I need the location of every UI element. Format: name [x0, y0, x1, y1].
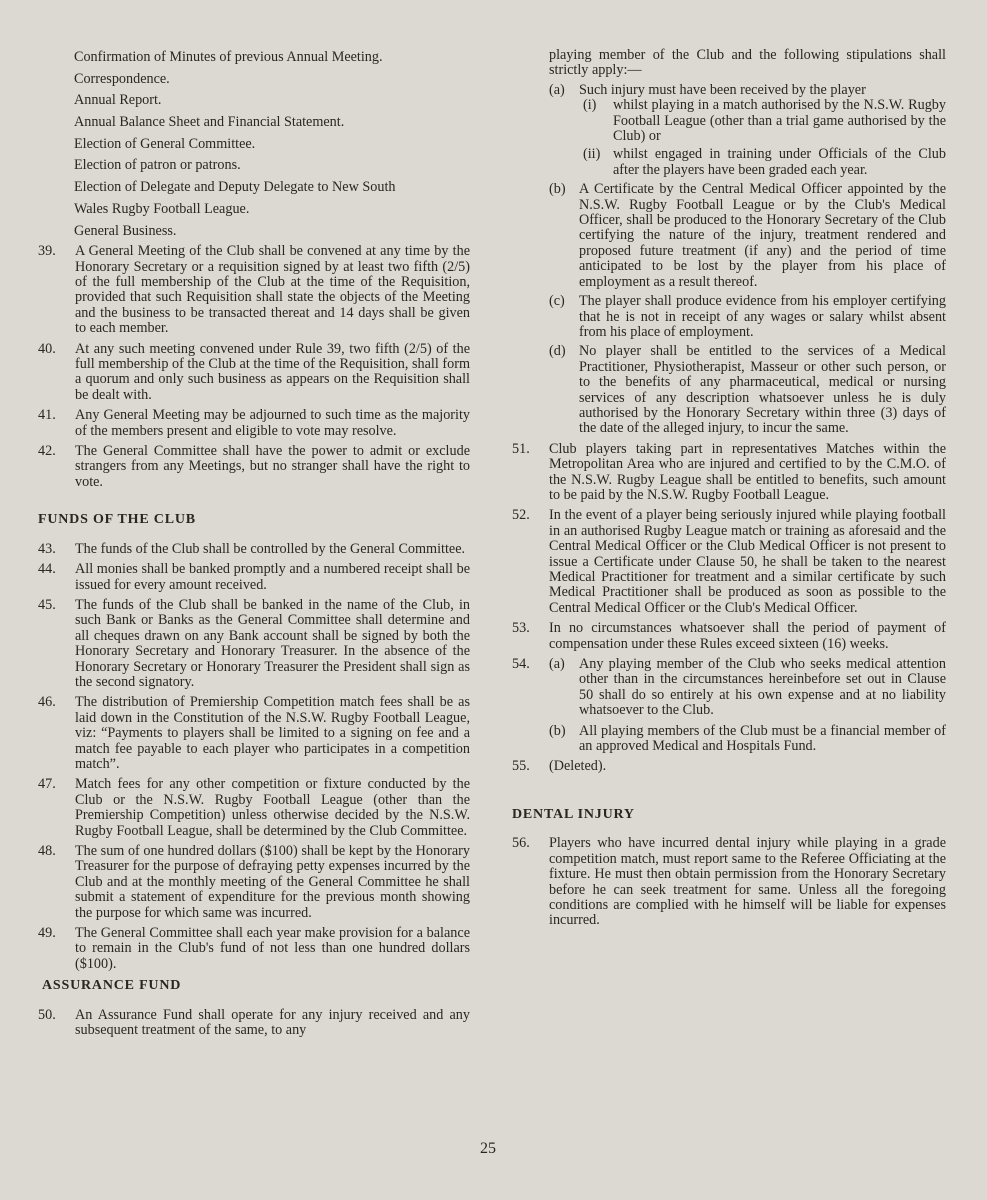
clause-text: Any playing member of the Club who seeks medical attention other than in the circumstances hereinbefore set out in Clause 50 shall do so entirely at his own expense and at no liability whatsoever to the Club. — [579, 656, 946, 719]
rules-51-53 — [512, 442, 946, 652]
clause-50a-i — [583, 98, 946, 144]
heading-dental: DENTAL INJURY — [512, 806, 635, 822]
clause-54a — [549, 657, 946, 719]
rule-item — [512, 442, 946, 504]
rule-number: 52. — [512, 507, 530, 524]
clause-label: (ii) — [583, 146, 601, 163]
clause-text: The player shall produce evidence from his employer certifying that he is not in receipt of any wages or salary whilst absent from his place of employment. — [579, 293, 946, 340]
rule-number: 55. — [512, 758, 530, 775]
rule-item — [38, 598, 470, 690]
clause-text: whilst playing in a match authorised by the N.S.W. Rugby Football League (other than a trial game authorised by the Club) or — [613, 97, 946, 145]
rule-item — [38, 444, 470, 490]
agenda-item: Election of patron or patrons. — [74, 157, 241, 174]
rule-text: At any such meeting convened under Rule 39, two fifth (2/5) of the full membership of the Club at the time of the Requisition, shall form a quorum and only such business as appears on the Requisition shall be dealt with. — [75, 340, 470, 403]
rule-56 — [512, 836, 946, 928]
rule-50 — [38, 1008, 470, 1039]
clause-text: Such injury must have been received by the player — [579, 81, 866, 98]
clause-label: (b) — [549, 181, 566, 198]
agenda-item: Annual Report. — [74, 92, 162, 109]
rule-text: A General Meeting of the Club shall be convened at any time by the Honorary Secretary or a requisition signed by at least two fifth (2/5) of the full membership of the Club at the time of the Requisition, provided that such Requisition shall state the objects of the Meeting and the business to be transacted thereat and 14 days shall be given to each member. — [75, 243, 470, 337]
rule-item — [38, 342, 470, 404]
rule-number: 42. — [38, 443, 56, 460]
clause-50a — [549, 83, 946, 98]
agenda-item: Correspondence. — [74, 70, 170, 87]
rule-number: 53. — [512, 620, 530, 637]
rule-item — [38, 926, 470, 972]
rule-number: 48. — [38, 843, 56, 859]
left-column — [38, 40, 470, 1043]
rule-item — [38, 244, 470, 336]
agenda-item: General Business. — [74, 222, 177, 239]
rule-text: The General Committee shall have the power to admit or exclude strangers from any Meetings, but no stranger shall have the right to vote. — [75, 443, 470, 490]
clause-text: All playing members of the Club must be a financial member of an approved Medical and Hospitals Fund. — [579, 722, 946, 755]
rule-50-continuation: playing member of the Club and the following stipulations shall strictly apply:— — [549, 47, 946, 79]
rule-number: 49. — [38, 925, 56, 942]
rule-number: 50. — [38, 1006, 56, 1023]
clause-text: No player shall be entitled to the services of a Medical Practitioner, Physiotherapist, Masseur or other such person, or to the benefits of any pharmaceutical, medical or nursing services of any description whatsoever unless he is duly authorised by the Honorary Secretary within three (3) days of the date of the alleged injury, to incur the same. — [579, 343, 946, 437]
clause-label: (d) — [549, 343, 566, 360]
rule-text: (Deleted). — [549, 758, 607, 775]
heading-funds: FUNDS OF THE CLUB — [38, 512, 196, 528]
rule-number: 44. — [38, 561, 56, 578]
rule-text: The sum of one hundred dollars ($100) shall be kept by the Honorary Treasurer for the purpose of defraying petty expenses incurred by the Club and at the monthly meeting of the General Committee he shall submit a statement of expenditure for the previous month showing the purpose for which same was incurred. — [75, 843, 470, 921]
clause-text: A Certificate by the Central Medical Officer appointed by the N.S.W. Rugby Football League or by the Club's Medical Officer, shall be produced to the Honorary Secretary of the Club certifying the nature of the injury, treatment rendered and proposed future treatment (if any) and the period of time anticipated to be lost by the player from his place of employment as a result thereof. — [579, 181, 946, 290]
rule-item — [38, 844, 470, 921]
rule-number: 43. — [38, 540, 56, 557]
clause-50c — [549, 294, 946, 340]
rule-55 — [512, 759, 946, 774]
rule-text: In no circumstances whatsoever shall the period of payment of compensation under these Rules exceed sixteen (16) weeks. — [549, 620, 946, 652]
agenda-list — [38, 49, 470, 239]
clause-50d — [549, 344, 946, 436]
clause-label: (b) — [549, 722, 566, 739]
agenda-item: Election of Delegate and Deputy Delegate to New South — [74, 179, 396, 196]
clause-50a-ii — [583, 147, 946, 178]
agenda-item: Annual Balance Sheet and Financial Statement. — [74, 114, 345, 131]
rule-text: Any General Meeting may be adjourned to such time as the majority of the members present and eligible to vote may resolve. — [75, 407, 470, 439]
rules-39-42 — [38, 244, 470, 490]
rule-text: An Assurance Fund shall operate for any injury received and any subsequent treatment of the same, to any — [75, 1006, 470, 1039]
rule-number: 40. — [38, 340, 56, 357]
rule-item — [38, 408, 470, 439]
rule-item — [38, 695, 470, 772]
clause-label: (a) — [549, 81, 565, 98]
clause-label: (i) — [583, 97, 597, 114]
clause-text: whilst engaged in training under Officials of the Club after the players have been graded each year. — [613, 146, 946, 178]
clause-label: (a) — [549, 656, 565, 673]
rule-text: All monies shall be banked promptly and a numbered receipt shall be issued for every amount received. — [75, 561, 470, 593]
agenda-item: Election of General Committee. — [74, 135, 256, 152]
rule-text: Players who have incurred dental injury while playing in a grade competition match, must report same to the Referee Officiating at the fixture. He must then obtain permission from the Honorary Secretary before he can seek treatment for same. Unless all the foregoing conditions are complied with he himself will be liable for expenses incurred. — [549, 835, 946, 929]
rule-number: 45. — [38, 596, 56, 613]
right-column — [512, 40, 946, 934]
clause-54b — [549, 724, 946, 755]
rule-item — [38, 777, 470, 839]
heading-assurance: ASSURANCE FUND — [42, 978, 182, 994]
agenda-item: Wales Rugby Football League. — [74, 200, 250, 217]
rule-number: 47. — [38, 776, 56, 793]
rule-number: 54. — [512, 656, 530, 673]
agenda-item: Confirmation of Minutes of previous Annual Meeting. — [74, 49, 383, 65]
rule-number: 46. — [38, 694, 56, 711]
rule-number: 41. — [38, 407, 56, 424]
rule-text: In the event of a player being seriously injured while playing football in an authorised Rugby League match or training as aforesaid and the Central Medical Officer or the Club Medical Officer is not present to issue a Certificate under Clause 50, he shall be taken to the nearest Medical Practitioner for treatment and a similar certificate by such Medical Practitioner shall be produced as soon as possible to the Central Medical Officer or the Club's Medical Officer. — [549, 507, 946, 616]
rule-number: 51. — [512, 440, 530, 457]
rule-text: The General Committee shall each year make provision for a balance to remain in the Club's fund of not less than one hundred dollars ($100). — [75, 925, 470, 972]
rule-item — [38, 562, 470, 593]
rule-item — [38, 542, 470, 557]
rules-43-49 — [38, 542, 470, 973]
rule-text: The funds of the Club shall be banked in the name of the Club, in such Bank or Banks as the General Committee shall determine and all cheques drawn on any Bank account shall be signed by both the Honorary Secretary and Honorary Treasurer. In the absence of the Honorary Secretary or Honorary Treasurer the President shall sign as the second signatory. — [75, 596, 470, 690]
rule-number: 56. — [512, 835, 530, 852]
rule-text: Club players taking part in representatives Matches within the Metropolitan Area who are injured and certified to by the C.M.O. of the N.S.W. Rugby League shall be entitled to benefits, such amount to be paid by the N.S.W. Rugby Football League. — [549, 440, 946, 503]
rule-text: Match fees for any other competition or fixture conducted by the Club or the N.S.W. Rugby Football League (other than the Premiership Competition) unless otherwise decided by the N.S.W. Rugby Football League, shall be determined by the Club Committee. — [75, 776, 470, 839]
rule-54-body — [549, 657, 946, 754]
clause-label: (c) — [549, 293, 565, 310]
rule-number: 39. — [38, 243, 56, 260]
rule-text: The distribution of Premiership Competition match fees shall be as laid down in the Constitution of the N.S.W. Rugby Football League, viz: “Payments to players shall be limited to a signing on fee and a match fee payable to each player who participates in a competition match”. — [75, 694, 470, 772]
rule-item — [512, 621, 946, 652]
rule-54 — [512, 657, 946, 754]
rule-50-subclauses — [549, 83, 946, 437]
rule-text: The funds of the Club shall be controlled by the General Committee. — [75, 540, 466, 557]
rule-item — [512, 508, 946, 616]
page-number: 25 — [480, 1140, 496, 1157]
clause-50b — [549, 182, 946, 290]
